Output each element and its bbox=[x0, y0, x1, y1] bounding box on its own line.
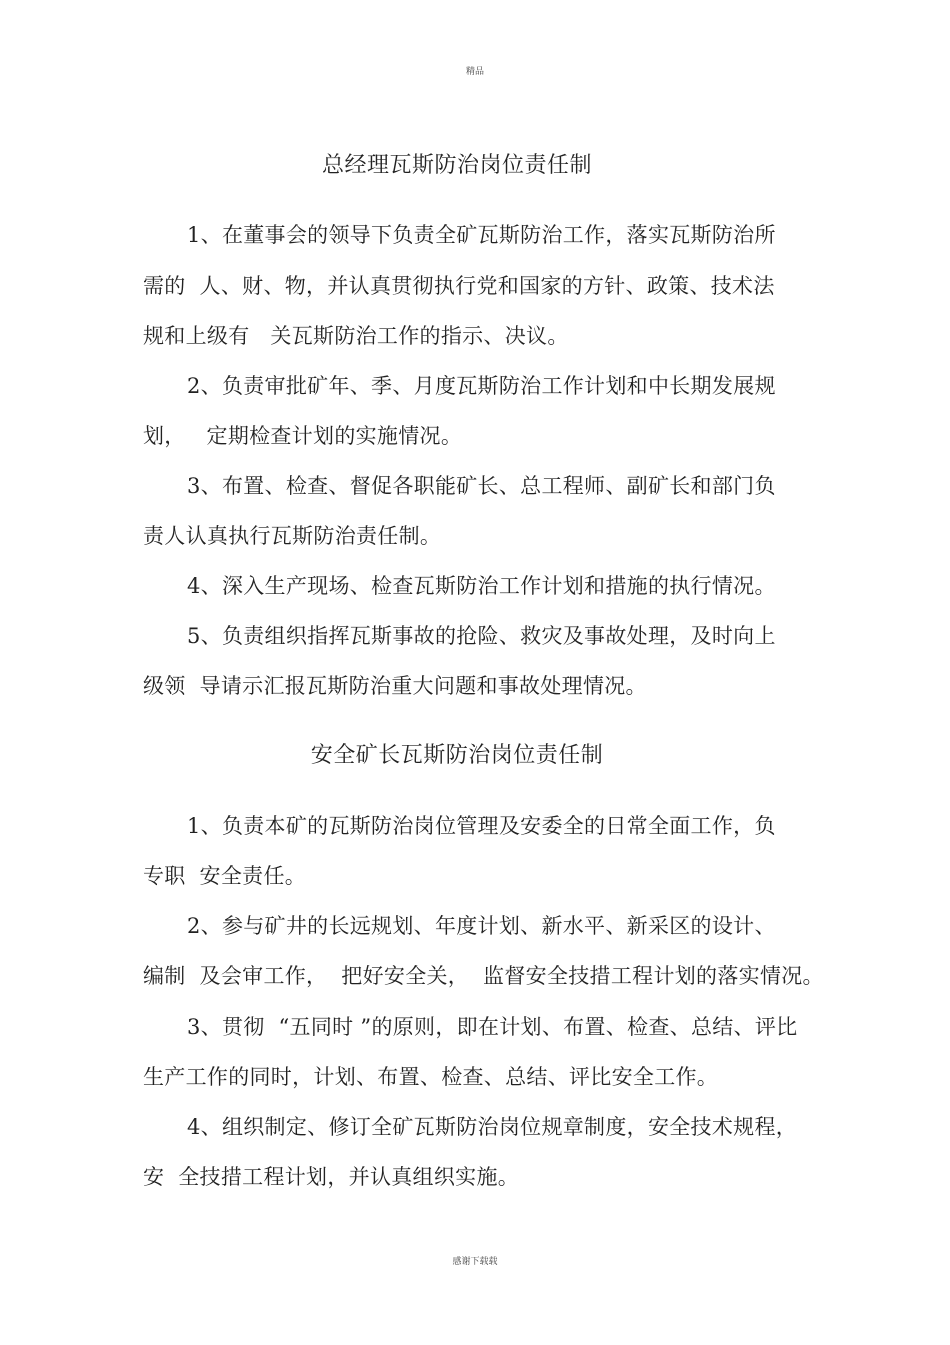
paragraph-line: 4、组织制定、修订全矿瓦斯防治岗位规章制度，安全技术规程， bbox=[187, 1115, 798, 1139]
paragraph-line: 2、参与矿井的长远规划、年度计划、新水平、新采区的设计、 bbox=[187, 914, 776, 938]
paragraph-line: 3、贯彻 “五同时 ”的原则，即在计划、布置、检查、总结、评比 bbox=[187, 1015, 798, 1039]
page-header: 精品 bbox=[465, 67, 484, 77]
paragraph-line: 安 全技措工程计划，并认真组织实施。 bbox=[143, 1165, 520, 1189]
paragraph-line: 1、在董事会的领导下负责全矿瓦斯防治工作，落实瓦斯防治所 bbox=[187, 223, 776, 247]
paragraph-line: 级领 导请示汇报瓦斯防治重大问题和事故处理情况。 bbox=[143, 674, 647, 698]
paragraph-line: 责人认真执行瓦斯防治责任制。 bbox=[143, 524, 442, 548]
paragraph-line: 划， 定期检查计划的实施情况。 bbox=[143, 424, 463, 448]
paragraph-line: 4、深入生产现场、检查瓦斯防治工作计划和措施的执行情况。 bbox=[187, 574, 776, 598]
paragraph-line: 5、负责组织指挥瓦斯事故的抢险、救灾及事故处理，及时向上 bbox=[187, 624, 776, 648]
paragraph-line: 1、负责本矿的瓦斯防治岗位管理及安委全的日常全面工作，负 bbox=[187, 814, 776, 838]
page-footer: 感谢下载载 bbox=[452, 1257, 498, 1267]
paragraph-line: 需的 人、财、物，并认真贯彻执行党和国家的方针、政策、技术法 bbox=[143, 274, 775, 298]
section-title: 总经理瓦斯防治岗位责任制 bbox=[321, 153, 592, 178]
paragraph-line: 规和上级有 关瓦斯防治工作的指示、决议。 bbox=[143, 324, 569, 348]
paragraph-line: 3、布置、检查、督促各职能矿长、总工程师、副矿长和部门负 bbox=[187, 474, 776, 498]
paragraph-line: 生产工作的同时，计划、布置、检查、总结、评比安全工作。 bbox=[143, 1065, 719, 1089]
paragraph-line: 编制 及会审工作， 把好安全关， 监督安全技措工程计划的落实情况。 bbox=[143, 964, 824, 988]
paragraph-line: 2、负责审批矿年、季、月度瓦斯防治工作计划和中长期发展规 bbox=[187, 374, 776, 398]
paragraph-line: 专职 安全责任。 bbox=[143, 864, 307, 888]
section-title: 安全矿长瓦斯防治岗位责任制 bbox=[310, 743, 604, 768]
